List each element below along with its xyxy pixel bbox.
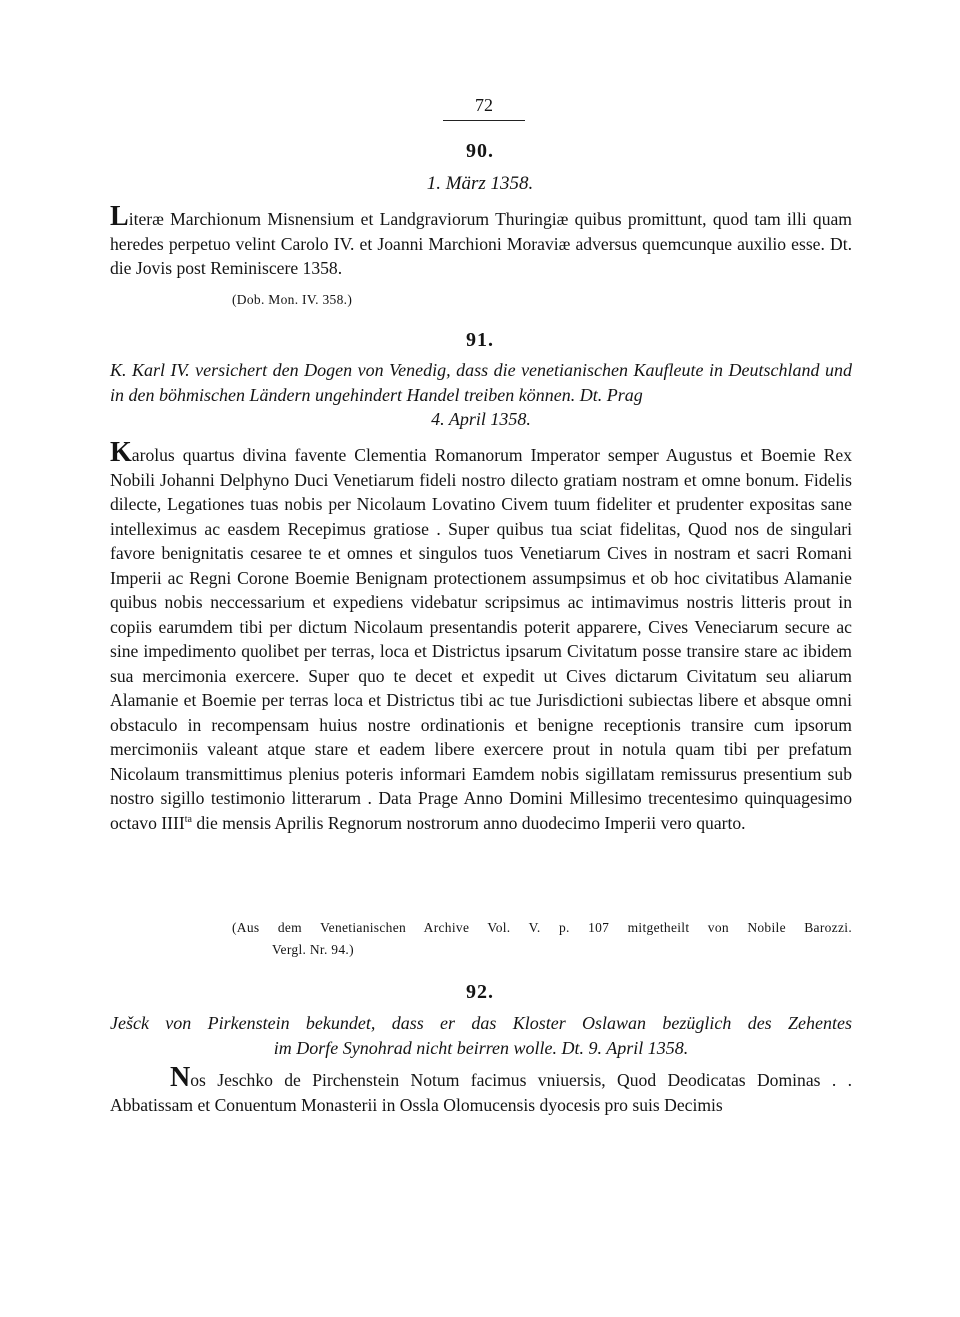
- doc-91-body-b: die mensis Aprilis Regnorum nostrorum anno duodecimo Imperii vero quarto.: [191, 812, 746, 833]
- doc-91-regest-date: 4. April 1358.: [431, 409, 531, 429]
- doc-91-body-sup: ta: [184, 813, 192, 825]
- doc-91-source-line-2: Vergl. Nr. 94.): [272, 942, 354, 957]
- page-number: 72: [475, 95, 493, 115]
- doc-91-text: [110, 437, 852, 835]
- doc-92-text: [110, 1062, 852, 1117]
- doc-90-text: [110, 201, 852, 281]
- doc-91-dropcap: K: [110, 437, 132, 468]
- doc-90-body: iteræ Marchionum Misnensium et Landgraviorum Thuringiæ quibus promittunt, quod tam illi quam heredes perpetuo velint Carolo IV. et Joanni Marchioni Moraviæ adversus quemcunque auxilio esse. Dt. die Jovis post Reminiscere 1358.: [110, 209, 852, 278]
- doc-92-regest-text: Ješck von Pirkenstein bekundet, dass er das Kloster Oslawan bezüglich des Zehentes: [110, 1013, 852, 1033]
- doc-90-number: 90.: [466, 140, 494, 162]
- doc-91-regest: [110, 358, 852, 432]
- doc-90-dropcap: L: [110, 201, 129, 232]
- doc-91-number: 91.: [466, 329, 494, 351]
- doc-92-body: os Jeschko de Pirchenstein Notum facimus vniuersis, Quod Deodicatas Dominas . . Abbatissam et Conuentum Monasterii in Ossla Olomucensis dyocesis pro suis Decimis: [110, 1070, 852, 1115]
- doc-92-regest: [110, 1011, 852, 1060]
- header-rule: [443, 120, 525, 121]
- doc-90-date: 1. März 1358.: [426, 173, 534, 194]
- doc-91-source-line-1: (Aus dem Venetianischen Archive Vol. V. p. 107 mitgetheilt von Nobile Barozzi.: [232, 920, 852, 935]
- doc-92-dropcap: N: [170, 1062, 191, 1093]
- doc-92-regest-date: im Dorfe Synohrad nicht beirren wolle. Dt. 9. April 1358.: [273, 1037, 689, 1058]
- doc-91-body-a: arolus quartus divina favente Clementia Romanorum Imperator semper Augustus et Boemie Rex Nobili Johanni Delphyno Duci Venetiarum fideli nostro dilecto gratiam nostram et omne bonum. Fidelis dilecte, Legationes tuas nobis per Nicolaum Lovatino Civem tuum fideliter et prudenter expositas sane intelleximus ac easdem Recepimus gratiose . Super quibus tua sciat fidelitas, Quod nos de singulari favore benignitatis cesaree te et omnes et singulos tuos Venetiarum Cives in nostram et sacri Romani Imperii ac Regni Corone Boemie Benignam protectionem assumpsimus et ob hoc civitatibus Alamanie quibus nobis neccessarium et expediens videbatur scripsimus ac intimavimus nostris litteris prout in copiis earumdem tibi per dictum Nicolaum presentandis poterit apparere, Cives Veneciarum secure ac sine impedimento quolibet per terras, loca et Districtus ipsarum Civitatum posse transire stare ac ibidem sua mercimonia exercere. Super quo te decet et expedit ut Cives dictarum Civitatum seu aliarum Alamanie et Boemie per terras loca et Districtus tibi ac tue Jurisdictioni subiectas libere et absque omni obstaculo in recompensam huius nostre ordinationis et benigne receptionis transire cum ipsorum mercimoniis valeant atque stare et eadem libere exercere prout in notula quam tibi per prefatum Nicolaum transmittimus plenius poteris informari Eamdem nobis sigillatam remissurus presentium sub nostro sigillo testimonio litterarum . Data Prage Anno Domini Millesimo trecentesimo quinquagesimo octavo IIII: [110, 445, 852, 833]
- doc-90-source: (Dob. Mon. IV. 358.): [232, 292, 353, 307]
- doc-91-regest-text: K. Karl IV. versichert den Dogen von Venedig, dass die venetianischen Kaufleute in Deutschland und in den böhmischen Ländern ungehindert Handel treiben können. Dt. Prag: [110, 360, 852, 405]
- doc-92-number: 92.: [466, 981, 494, 1003]
